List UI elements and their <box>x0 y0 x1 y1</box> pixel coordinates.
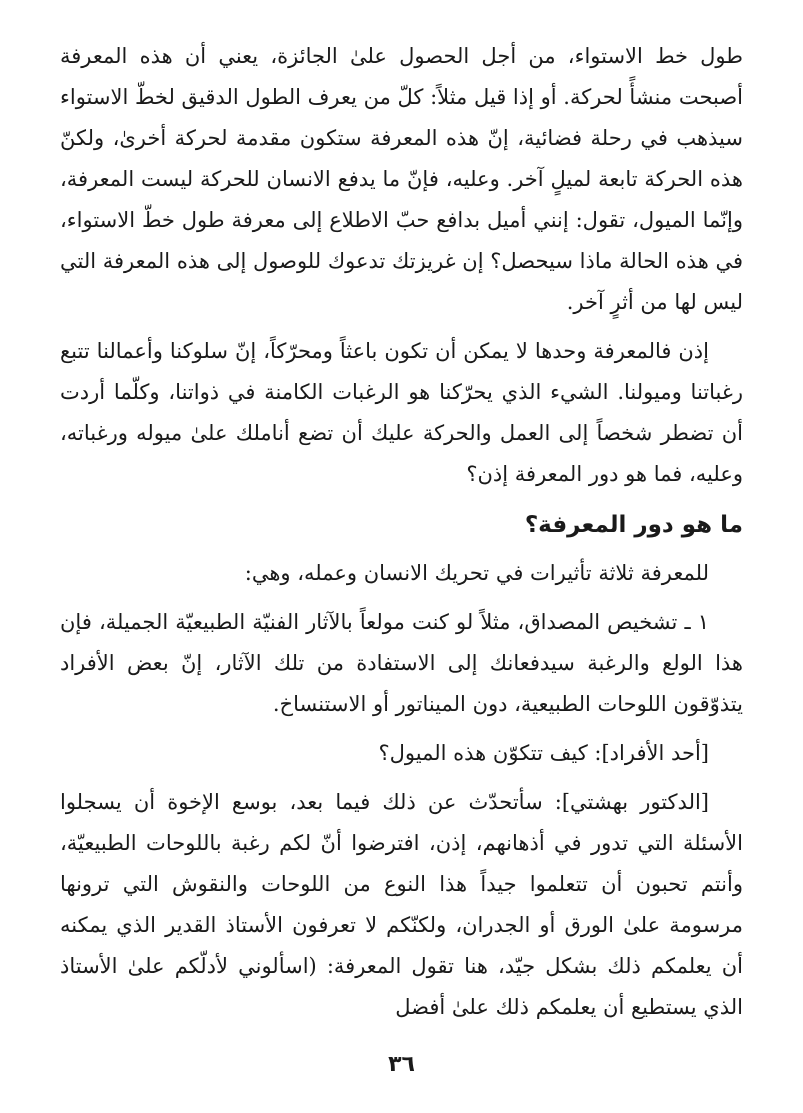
page-body <box>60 36 743 1028</box>
paragraph-5: [أحد الأفراد]: كيف تتكوّن هذه الميول؟ <box>378 741 709 765</box>
paragraph-2: إذن فالمعرفة وحدها لا يمكن أن تكون باعثاً ومحرّكاً، إنّ سلوكنا وأعمالنا تتبع رغباتنا وميولنا. الشيء الذي يحرّكنا هو الرغبات الكامنة في ذواتنا، وكلّما أردت أن تضطر شخصاً إلى العمل والحركة عليك أن تضع أناملك علىٰ ميوله ورغباته، وعليه، فما هو دور المعرفة إذن؟ <box>60 339 743 486</box>
page-number: ٣٦ <box>388 1052 415 1077</box>
section-heading: ما هو دور المعرفة؟ <box>524 512 743 538</box>
paragraph-6: [الدكتور بهشتي]: سأتحدّث عن ذلك فيما بعد، بوسع الإخوة أن يسجلوا الأسئلة التي تدور في أذهانهم، إذن، افترضوا أنّ لكم رغبة باللوحات الطبيعيّة، وأنتم تحبون أن تتعلموا جيداً هذا النوع من اللوحات والنقوش التي ترونها مرسومة علىٰ الورق أو الجدران، ولكنّكم لا تعرفون الأستاذ القدير الذي يمكنه أن يعلمكم ذلك بشكل جيّد، هنا تقول المعرفة: (اسألوني لأدلّكم علىٰ الأستاذ الذي يستطيع أن يعلمكم ذلك علىٰ أفضل <box>60 790 744 1019</box>
paragraph-3: للمعرفة ثلاثة تأثيرات في تحريك الانسان وعمله، وهي: <box>244 561 709 585</box>
paragraph-1: طول خط الاستواء، من أجل الحصول علىٰ الجائزة، يعني أن هذه المعرفة أصبحت منشأً لحركة. أو إذا قيل مثلاً: كلّ من يعرف الطول الدقيق لخطّ الاستواء سيذهب في رحلة فضائية، إنّ هذه المعرفة ستكون مقدمة لحركة أخرىٰ، ولكنّ هذه الحركة تابعة لميلٍ آخر. وعليه، فإنّ ما يدفع الانسان للحركة ليست المعرفة، وإنّما الميول، تقول: إنني أميل بدافع حبّ الاطلاع إلى معرفة طول خطّ الاستواء، في هذه الحالة ماذا سيحصل؟ إن غريزتك تدعوك للوصول إلى هذه المعرفة التي ليس لها من أثرٍ آخر. <box>60 44 743 314</box>
paragraph-4: ١ ـ تشخيص المصداق، مثلاً لو كنت مولعاً بالآثار الفنيّة الطبيعيّة الجميلة، فإن هذا الولع والرغبة سيدفعانك إلى الاستفادة من تلك الآثار، إنّ بعض الأفراد يتذوّقون اللوحات الطبيعية، دون الميناتور أو الاستنساخ. <box>60 610 743 716</box>
